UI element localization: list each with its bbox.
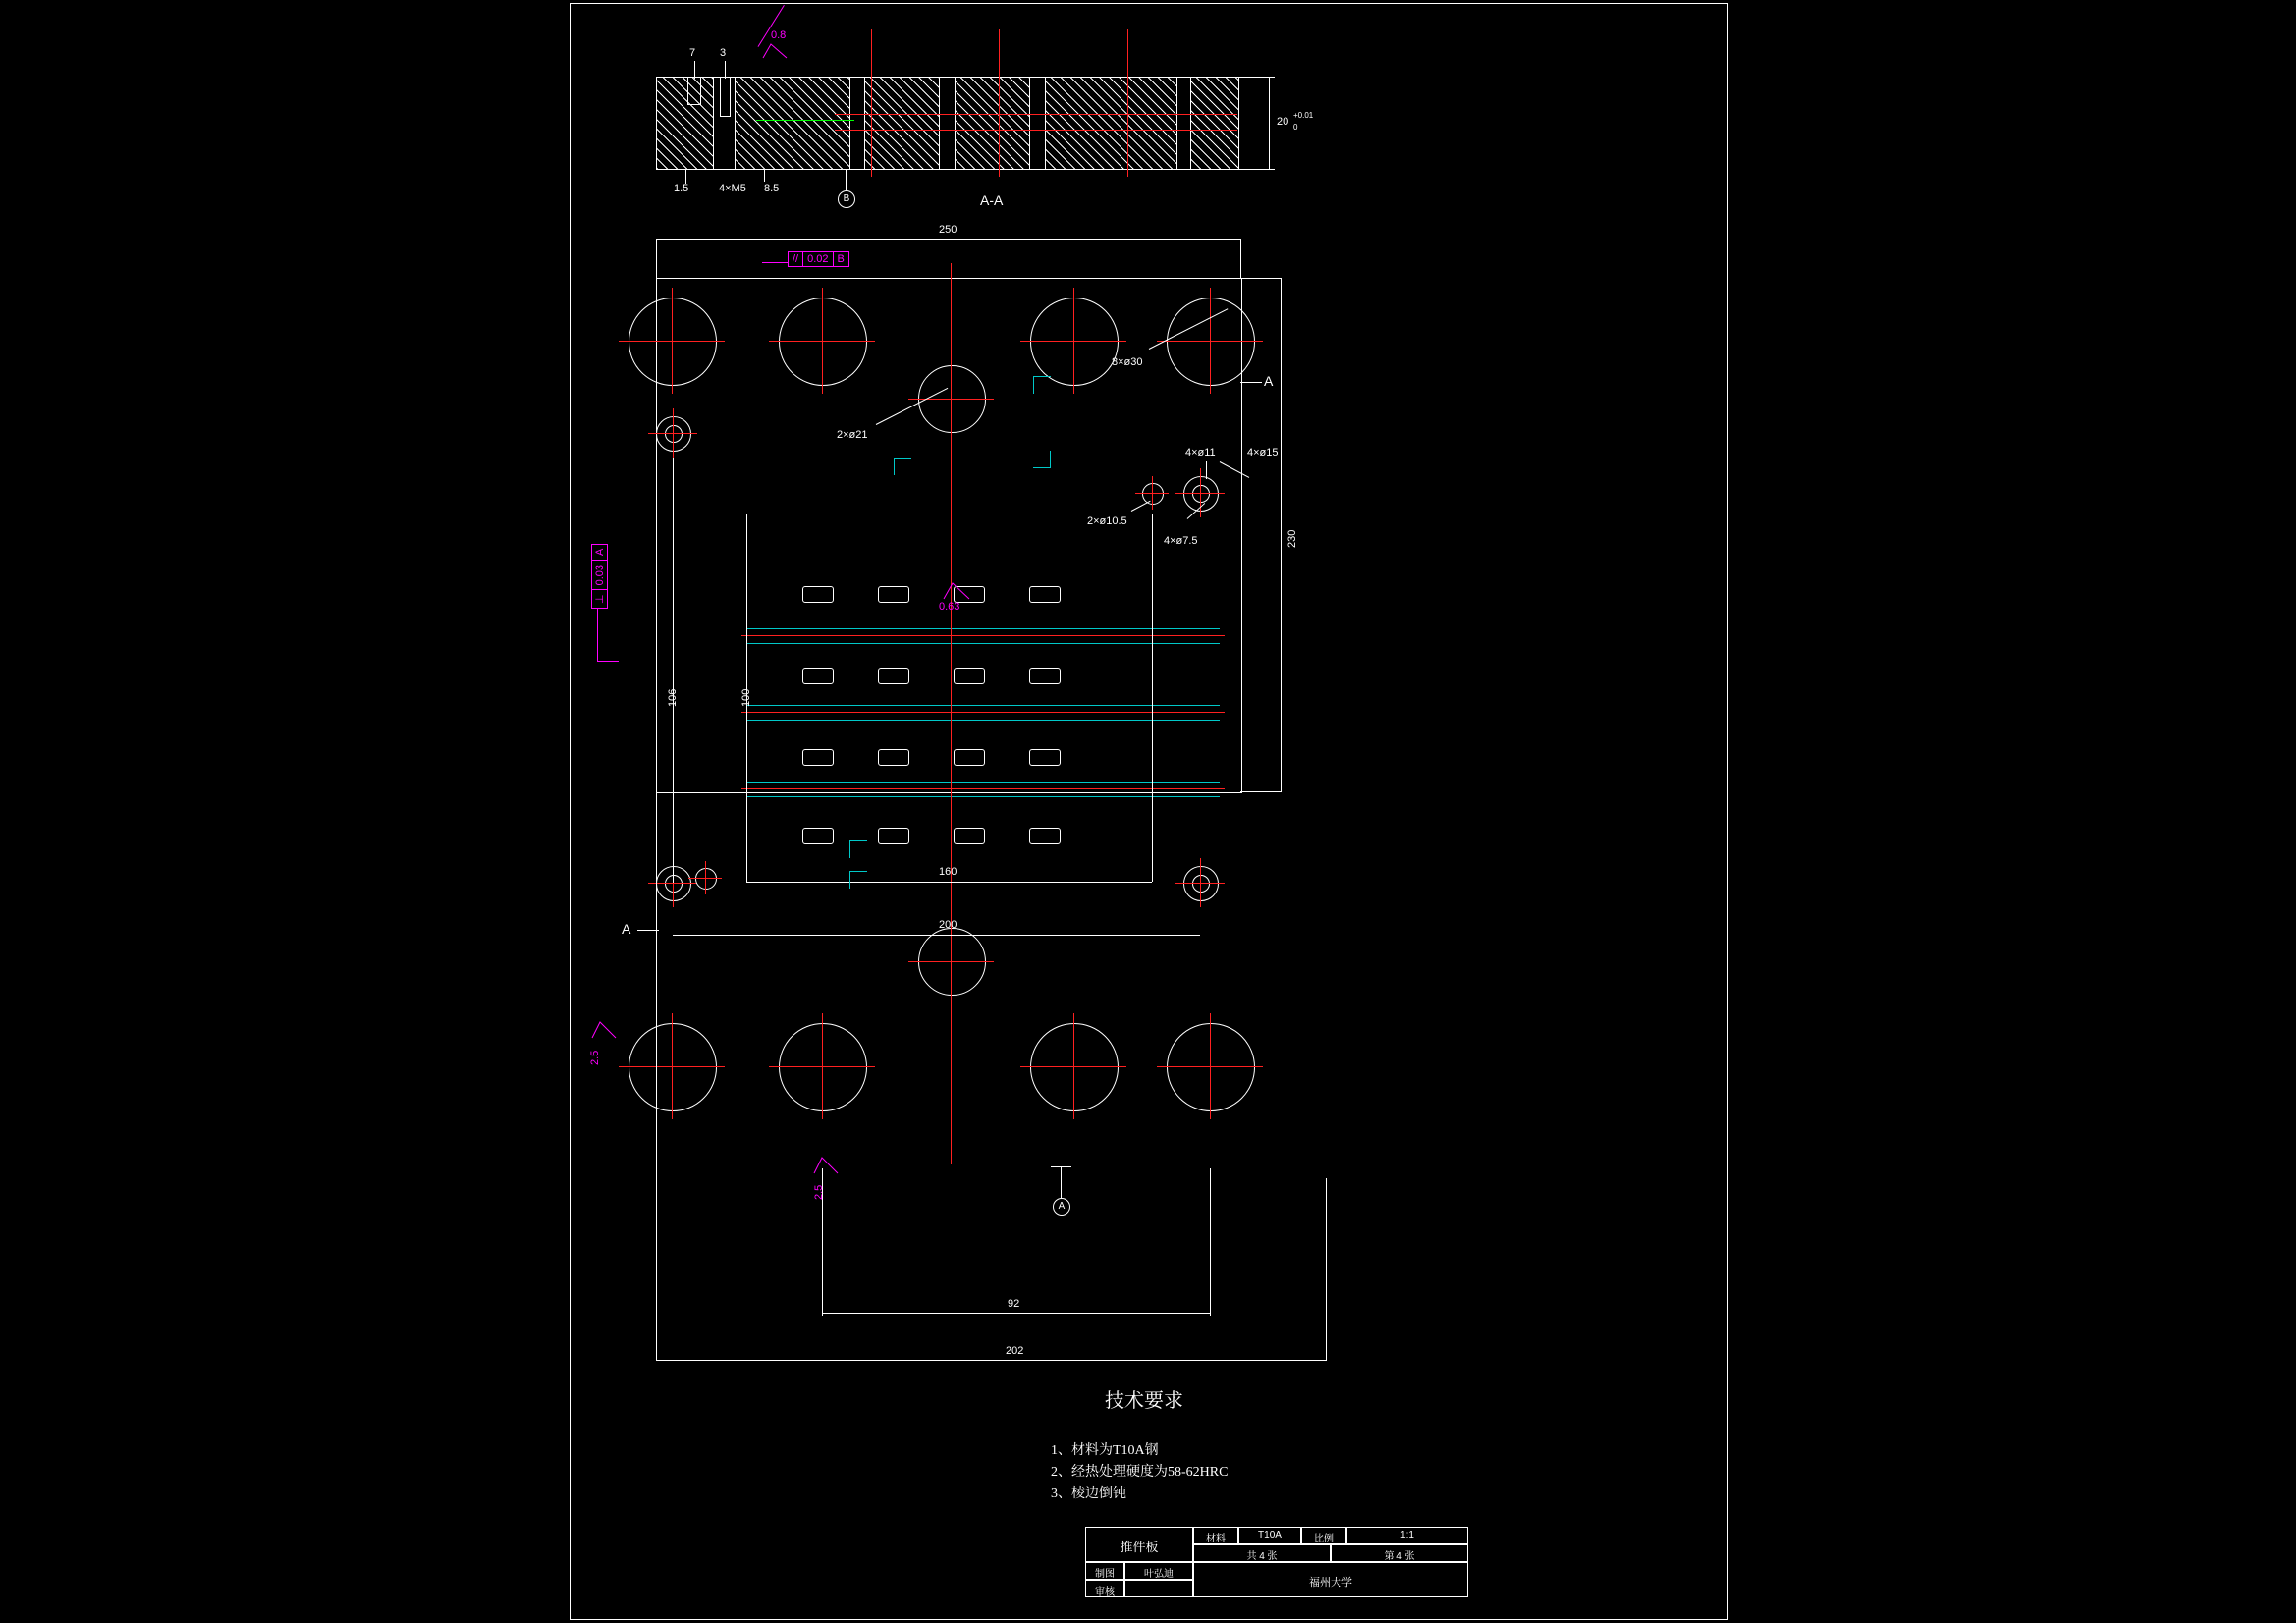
dim250-ext-right bbox=[1240, 239, 1241, 278]
section-div-6 bbox=[955, 78, 956, 169]
tb-sheet-number: 第 4 张 bbox=[1384, 1551, 1415, 1562]
section-mark-a-left: A bbox=[622, 921, 631, 937]
section-centerline-v1 bbox=[871, 29, 872, 177]
bracket-tr-h bbox=[1033, 376, 1051, 377]
roughness-063-symbol bbox=[943, 582, 970, 600]
tb-sheet-total: 共 4 张 bbox=[1246, 1551, 1278, 1562]
dim202-ext-left bbox=[656, 791, 657, 1361]
slot-r4-c1 bbox=[802, 828, 834, 844]
bracket-bm-v bbox=[849, 871, 850, 889]
hole-d30-2-clv bbox=[822, 288, 823, 394]
corner-hole-br-inner bbox=[1192, 875, 1210, 893]
callout-4xd75: 4×ø7.5 bbox=[1164, 535, 1198, 547]
plate-vertical-centerline bbox=[951, 263, 952, 1164]
bracket-mr-h bbox=[1033, 467, 1051, 468]
slot-r3-c3 bbox=[954, 749, 985, 766]
dim-100: 100 bbox=[740, 688, 752, 707]
dim230-ext-bot bbox=[1240, 791, 1282, 792]
section-centerline-v2 bbox=[999, 29, 1000, 177]
dim-230: 230 bbox=[1286, 529, 1298, 548]
section-hatch-1 bbox=[657, 78, 713, 169]
dim-3: 3 bbox=[720, 47, 727, 59]
section-div-7 bbox=[1029, 78, 1030, 169]
tb-row-checked-value bbox=[1124, 1580, 1193, 1597]
thickness-tol-lower: 0 bbox=[1293, 123, 1298, 132]
dim-200: 200 bbox=[939, 919, 957, 931]
tb-institution: 福州大学 bbox=[1309, 1577, 1352, 1589]
datum-a-balloon: A bbox=[1053, 1198, 1070, 1216]
roughness-25-left-symbol bbox=[591, 1021, 617, 1039]
hole-d30-6 bbox=[779, 1023, 867, 1111]
section-centerline-h2 bbox=[835, 130, 1237, 131]
slot-r4-c4 bbox=[1029, 828, 1061, 844]
dim230-line bbox=[1281, 278, 1282, 791]
dim85-ext bbox=[764, 170, 765, 182]
dim106-line bbox=[673, 458, 674, 883]
title-block bbox=[1085, 1527, 1468, 1597]
slot-r3-c1 bbox=[802, 749, 834, 766]
roughness-063-label: 0.63 bbox=[939, 601, 960, 613]
datum-a-bar bbox=[1051, 1166, 1071, 1167]
dim15-ext bbox=[685, 170, 686, 184]
tb-checked-label: 审核 bbox=[1095, 1587, 1115, 1597]
dim200-line bbox=[673, 935, 1200, 936]
dim-1-5: 1.5 bbox=[674, 183, 689, 194]
corner-hole-tr-inner bbox=[1192, 485, 1210, 503]
tb-drawn-label: 制图 bbox=[1095, 1569, 1115, 1580]
tb-part-name: 推件板 bbox=[1120, 1540, 1159, 1554]
hole-d30-7 bbox=[1030, 1023, 1119, 1111]
gdt-datum-a: A bbox=[592, 545, 607, 561]
hole-d30-2 bbox=[779, 298, 867, 386]
roughness-08-symbol bbox=[762, 43, 788, 59]
tb-drawn-value: 叶弘迪 bbox=[1144, 1569, 1174, 1580]
thickness-tol-upper: +0.01 bbox=[1293, 111, 1314, 120]
hole-d30-1-clv bbox=[672, 288, 673, 394]
channel-1-bot bbox=[746, 643, 1220, 644]
slot-r2-c3 bbox=[954, 668, 985, 684]
datum-b-balloon: B bbox=[838, 190, 855, 208]
slot-r2-c2 bbox=[878, 668, 909, 684]
corner-hole-tl-clv bbox=[673, 408, 674, 458]
dim202-ext-right bbox=[1326, 1178, 1327, 1361]
section-div-9 bbox=[1176, 78, 1177, 169]
bracket-tr-v bbox=[1033, 376, 1034, 394]
gdt-symbol-perp: ⊥ bbox=[594, 594, 606, 604]
slot-r4-c2 bbox=[878, 828, 909, 844]
hole-d30-4 bbox=[1167, 298, 1255, 386]
hole-d105-left-clv bbox=[705, 861, 706, 894]
gdt-perp-leader bbox=[597, 609, 598, 661]
section-hatch-6 bbox=[1190, 78, 1238, 169]
callout-2xd21: 2×ø21 bbox=[837, 429, 868, 441]
thickness-dim-line bbox=[1269, 77, 1270, 169]
datum-b-leader bbox=[846, 170, 847, 191]
dim-92: 92 bbox=[1008, 1298, 1020, 1310]
section-div-5 bbox=[939, 78, 940, 169]
section-div-4 bbox=[864, 78, 865, 169]
hole-d105-left bbox=[695, 868, 717, 890]
section-bore-2-left bbox=[720, 78, 721, 117]
hole-d30-3 bbox=[1030, 298, 1119, 386]
gdt-parallelism bbox=[788, 251, 849, 267]
slot-r4-c3 bbox=[954, 828, 985, 844]
dim202-line bbox=[656, 1360, 1326, 1361]
section-outline-bottom bbox=[656, 169, 1239, 170]
roughness-25-bottom-label: 2.5 bbox=[813, 1184, 825, 1200]
tb-material-value: T10A bbox=[1258, 1530, 1282, 1541]
datum-a-leader bbox=[1061, 1166, 1062, 1198]
gdt-perpendicularity bbox=[591, 544, 608, 609]
section-bore-1-right bbox=[700, 78, 701, 105]
slot-r1-c1 bbox=[802, 586, 834, 603]
section-title-aa: A-A bbox=[980, 192, 1004, 208]
channel-1-top bbox=[746, 628, 1220, 629]
slot-r3-c4 bbox=[1029, 749, 1061, 766]
hole-d30-5 bbox=[629, 1023, 717, 1111]
channel-2-bot bbox=[746, 720, 1220, 721]
dim160-line bbox=[746, 882, 1152, 883]
callout-4xd11-leader bbox=[1206, 461, 1207, 479]
slot-r1-c2 bbox=[878, 586, 909, 603]
section-centerline-h1 bbox=[835, 114, 1237, 115]
section-bore-2-bottom bbox=[720, 116, 731, 117]
section-bore-2-right bbox=[730, 78, 731, 117]
bracket-tl-h bbox=[894, 458, 911, 459]
roughness-08-label: 0.8 bbox=[771, 29, 787, 41]
hole-d105-right bbox=[1142, 483, 1164, 505]
dim-106: 106 bbox=[667, 688, 679, 707]
channel-3-top bbox=[746, 782, 1220, 783]
hole-d30-4-clv bbox=[1210, 288, 1211, 394]
hole-d30-3-clv bbox=[1073, 288, 1074, 394]
slot-r3-c2 bbox=[878, 749, 909, 766]
hole-d105-right-clv bbox=[1152, 476, 1153, 510]
corner-hole-tr-clv bbox=[1200, 468, 1201, 517]
dim7-leader bbox=[694, 61, 695, 79]
drawing-content bbox=[570, 0, 1726, 1623]
section-div-8 bbox=[1045, 78, 1046, 169]
bracket-tl-v bbox=[894, 458, 895, 475]
callout-8xd30: 8×ø30 bbox=[1112, 356, 1143, 368]
tech-item-2: 2、经热处理硬度为58-62HRC bbox=[1051, 1465, 1229, 1480]
tb-scale-label: 比例 bbox=[1314, 1534, 1334, 1544]
dim-4xM5: 4×M5 bbox=[719, 183, 746, 194]
channel-2-top bbox=[746, 705, 1220, 706]
bracket-mr-v bbox=[1050, 451, 1051, 468]
section-centerline-v3 bbox=[1127, 29, 1128, 177]
gdt-symbol-parallel: // bbox=[793, 253, 799, 265]
inner-rect-right bbox=[1152, 514, 1153, 882]
gdt-value-003: 0.03 bbox=[592, 561, 607, 590]
bracket-bm-h bbox=[849, 871, 867, 872]
hole-d30-8 bbox=[1167, 1023, 1255, 1111]
corner-hole-bl-inner bbox=[665, 875, 683, 893]
section-mark-a-right-line bbox=[1240, 382, 1262, 383]
corner-hole-br-clv bbox=[1200, 858, 1201, 907]
section-hatch-3 bbox=[864, 78, 939, 169]
tech-heading: 技术要求 bbox=[1105, 1390, 1183, 1412]
hole-d30-5-clv bbox=[672, 1013, 673, 1119]
dim3-leader bbox=[725, 61, 726, 79]
section-mark-a-left-line bbox=[637, 930, 659, 931]
hole-d30-1 bbox=[629, 298, 717, 386]
section-outline-right bbox=[1238, 77, 1239, 170]
tech-item-1: 1、材料为T10A钢 bbox=[1051, 1443, 1159, 1458]
section-div-2 bbox=[735, 78, 736, 169]
corner-hole-tl-inner bbox=[665, 425, 683, 443]
hole-d30-8-clv bbox=[1210, 1013, 1211, 1119]
dim250-ext-left bbox=[656, 239, 657, 278]
bracket-bl-v bbox=[849, 840, 850, 858]
section-div-10 bbox=[1190, 78, 1191, 169]
section-mark-a-right: A bbox=[1264, 373, 1274, 389]
gdt-perp-arrow bbox=[597, 661, 619, 662]
dim92-line bbox=[822, 1313, 1211, 1314]
hole-d30-7-clv bbox=[1073, 1013, 1074, 1119]
dim250-line bbox=[656, 239, 1240, 240]
roughness-25-bottom-symbol bbox=[813, 1157, 839, 1174]
roughness-25-left-label: 2.5 bbox=[589, 1050, 601, 1065]
callout-2xd105: 2×ø10.5 bbox=[1087, 515, 1127, 527]
section-div-1 bbox=[713, 78, 714, 169]
tech-item-3: 3、棱边倒钝 bbox=[1051, 1487, 1126, 1501]
section-div-3 bbox=[849, 78, 850, 169]
callout-4xd15: 4×ø15 bbox=[1247, 447, 1279, 459]
section-hatch-5 bbox=[1045, 78, 1176, 169]
callout-4xd11: 4×ø11 bbox=[1185, 447, 1216, 459]
dim-7: 7 bbox=[689, 47, 696, 59]
thickness-dim-text: 20 bbox=[1277, 116, 1289, 128]
dim-250: 250 bbox=[939, 224, 957, 236]
section-bore-1-bottom bbox=[687, 104, 701, 105]
slot-r2-c1 bbox=[802, 668, 834, 684]
section-bore-1-left bbox=[687, 78, 688, 105]
plate-outline bbox=[656, 278, 1242, 793]
thickness-ext-bottom bbox=[1239, 169, 1275, 170]
gdt-datum-b: B bbox=[833, 252, 848, 266]
bracket-bl-h bbox=[849, 840, 867, 841]
dim-8-5: 8.5 bbox=[764, 183, 780, 194]
dim-202: 202 bbox=[1006, 1345, 1024, 1357]
section-hatch-2 bbox=[735, 78, 849, 169]
slot-r1-c4 bbox=[1029, 586, 1061, 603]
dim-160: 160 bbox=[939, 866, 957, 878]
hole-d30-6-clv bbox=[822, 1013, 823, 1119]
section-hatch-4 bbox=[955, 78, 1029, 169]
tb-scale-value: 1:1 bbox=[1400, 1530, 1414, 1541]
channel-3-bot bbox=[746, 796, 1220, 797]
gdt-value-002: 0.02 bbox=[802, 252, 832, 266]
dim92-ext-right bbox=[1210, 1168, 1211, 1316]
section-feature-line bbox=[756, 120, 854, 121]
tb-material-label: 材料 bbox=[1206, 1534, 1226, 1544]
dim230-ext-top bbox=[1240, 278, 1282, 279]
gdt-parallel-leader bbox=[762, 262, 789, 263]
slot-r2-c4 bbox=[1029, 668, 1061, 684]
